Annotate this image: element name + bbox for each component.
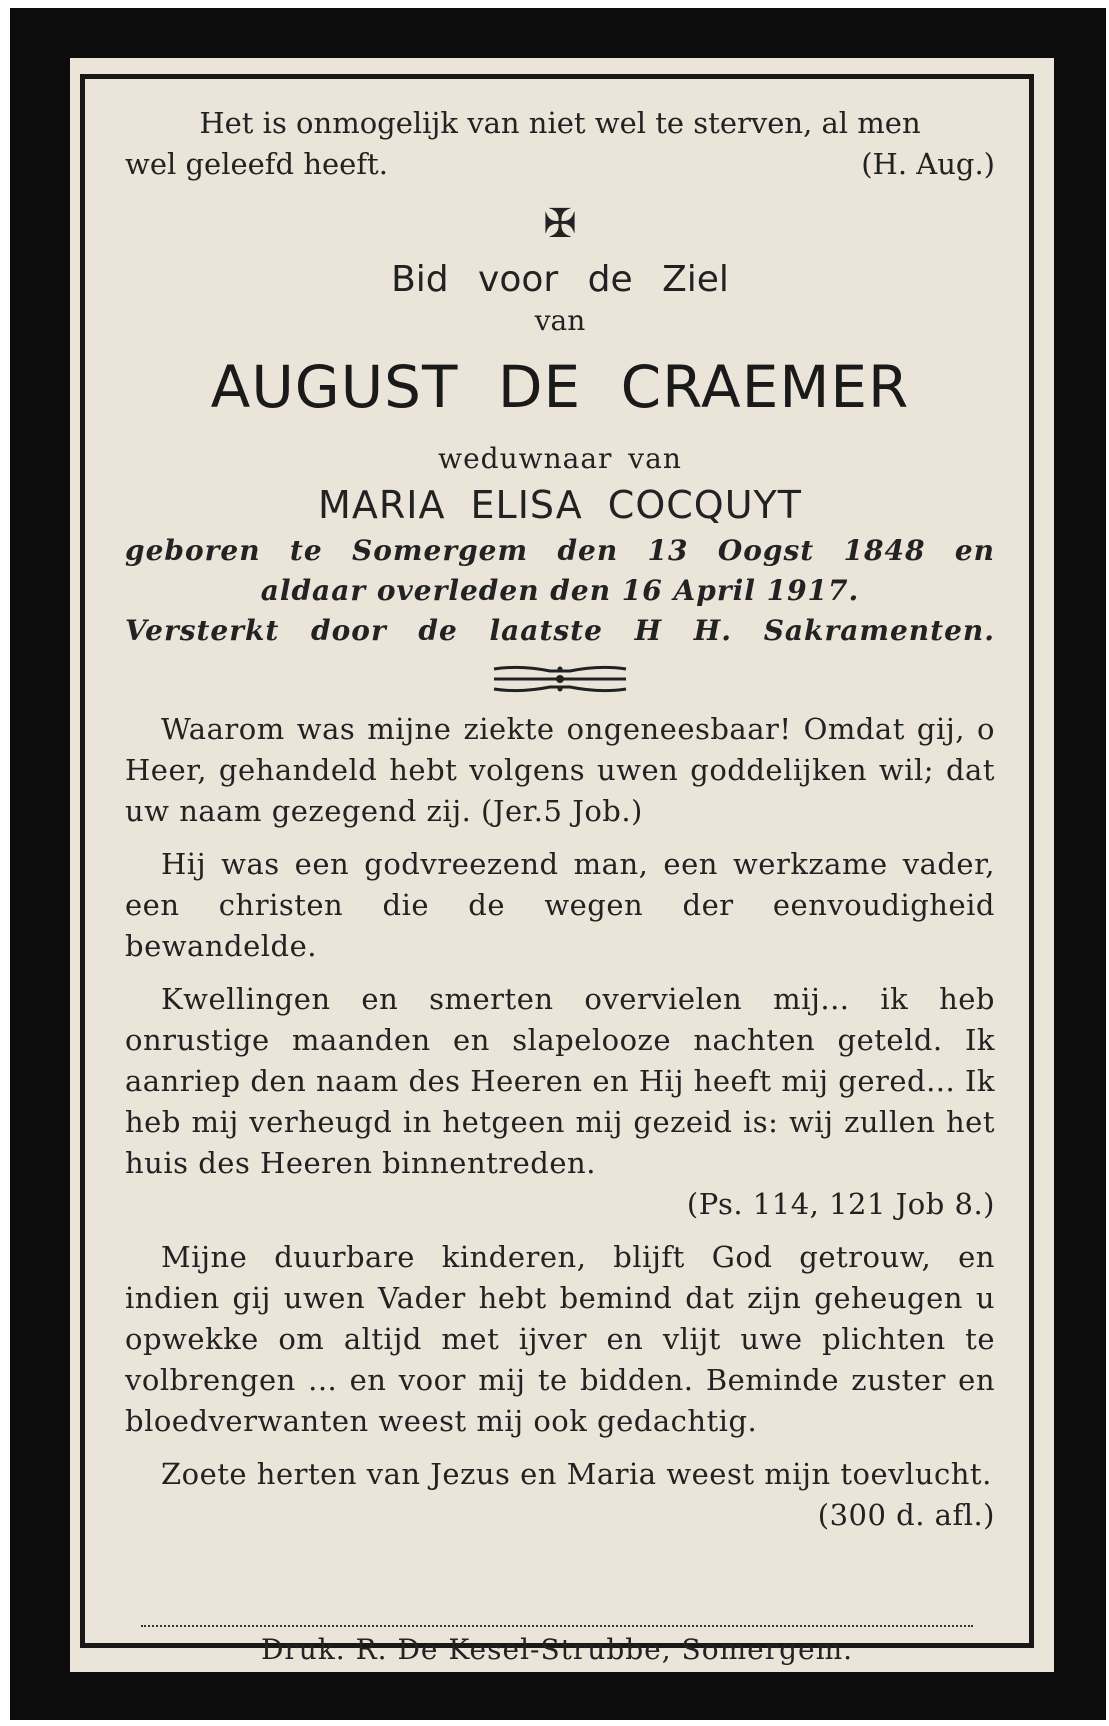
opening-quote [125, 103, 995, 185]
biography [125, 531, 995, 651]
spouse-name: MARIA ELISA COCQUYT [318, 483, 802, 527]
paragraph-1-text: Waarom was mijne ziekte ongeneesbaar! Omdat gij, o Heer, gehandeld hebt volgens uwen goddelijken wil; dat uw naam gezegend zij. (Jer.5 Job.) [125, 712, 995, 828]
biography-line-1: geboren te Somergem den 13 Oogst 1848 en [125, 534, 995, 567]
paragraph-4 [125, 1237, 995, 1442]
quote-line-2: wel geleefd heeft. [125, 147, 388, 181]
paragraph-2 [125, 844, 995, 967]
paragraph-1 [125, 709, 995, 832]
paragraph-2-text: Hij was een godvreezend man, een werkzame vader, een christen die de wegen der eenvoudigheid bewandelde. [125, 847, 995, 963]
card-paper [70, 58, 1054, 1672]
quote-source: (H. Aug.) [861, 147, 995, 181]
widower-label: weduwnaar van [438, 442, 682, 475]
paragraph-5 [125, 1454, 995, 1536]
van-label: van [534, 304, 586, 337]
paragraph-5-text: Zoete herten van Jezus en Maria weest mijn toevlucht. [161, 1457, 992, 1491]
inner-frame [80, 74, 1034, 1666]
footer-divider [141, 1625, 973, 1627]
printer-credit: Druk. R. De Kesel-Strubbe, Somergem. [260, 1633, 854, 1666]
cross-icon: ✠ [543, 201, 577, 247]
deceased-name: AUGUST DE CRAEMER [210, 353, 910, 421]
quote-line-2-row [125, 144, 995, 185]
memorial-card [10, 8, 1106, 1720]
paragraph-5-reference: (300 d. afl.) [817, 1498, 995, 1532]
paragraph-3 [125, 979, 995, 1225]
paragraph-3-reference: (Ps. 114, 121 Job 8.) [686, 1187, 995, 1221]
paragraph-4-text: Mijne duurbare kinderen, blijft God getrouw, en indien gij uwen Vader hebt bemind dat zijn geheugen u opwekke om altijd met ijver en vlijt uwe plichten te volbrengen ... en voor mij te bidden. Beminde zuster en bloedverwanten weest mij ook gedachtig. [125, 1240, 995, 1438]
biography-line-2: aldaar overleden den 16 April 1917. [260, 574, 860, 607]
ornament-divider-icon [490, 661, 630, 697]
paragraph-3-text: Kwellingen en smerten overvielen mij... ik heb onrustige maanden en slapelooze nachten geteld. Ik aanriep den naam des Heeren en Hij heeft mij gered... Ik heb mij verheugd in hetgeen mij gezeid is: wij zullen het huis des Heeren binnentreden. [125, 982, 995, 1180]
biography-line-3: Versterkt door de laatste H H. Sakramenten. [125, 614, 995, 647]
quote-line-1: Het is onmogelijk van niet wel te sterven, al men [199, 106, 921, 140]
pray-heading: Bid voor de Ziel [391, 259, 729, 300]
card-text [125, 103, 995, 1536]
